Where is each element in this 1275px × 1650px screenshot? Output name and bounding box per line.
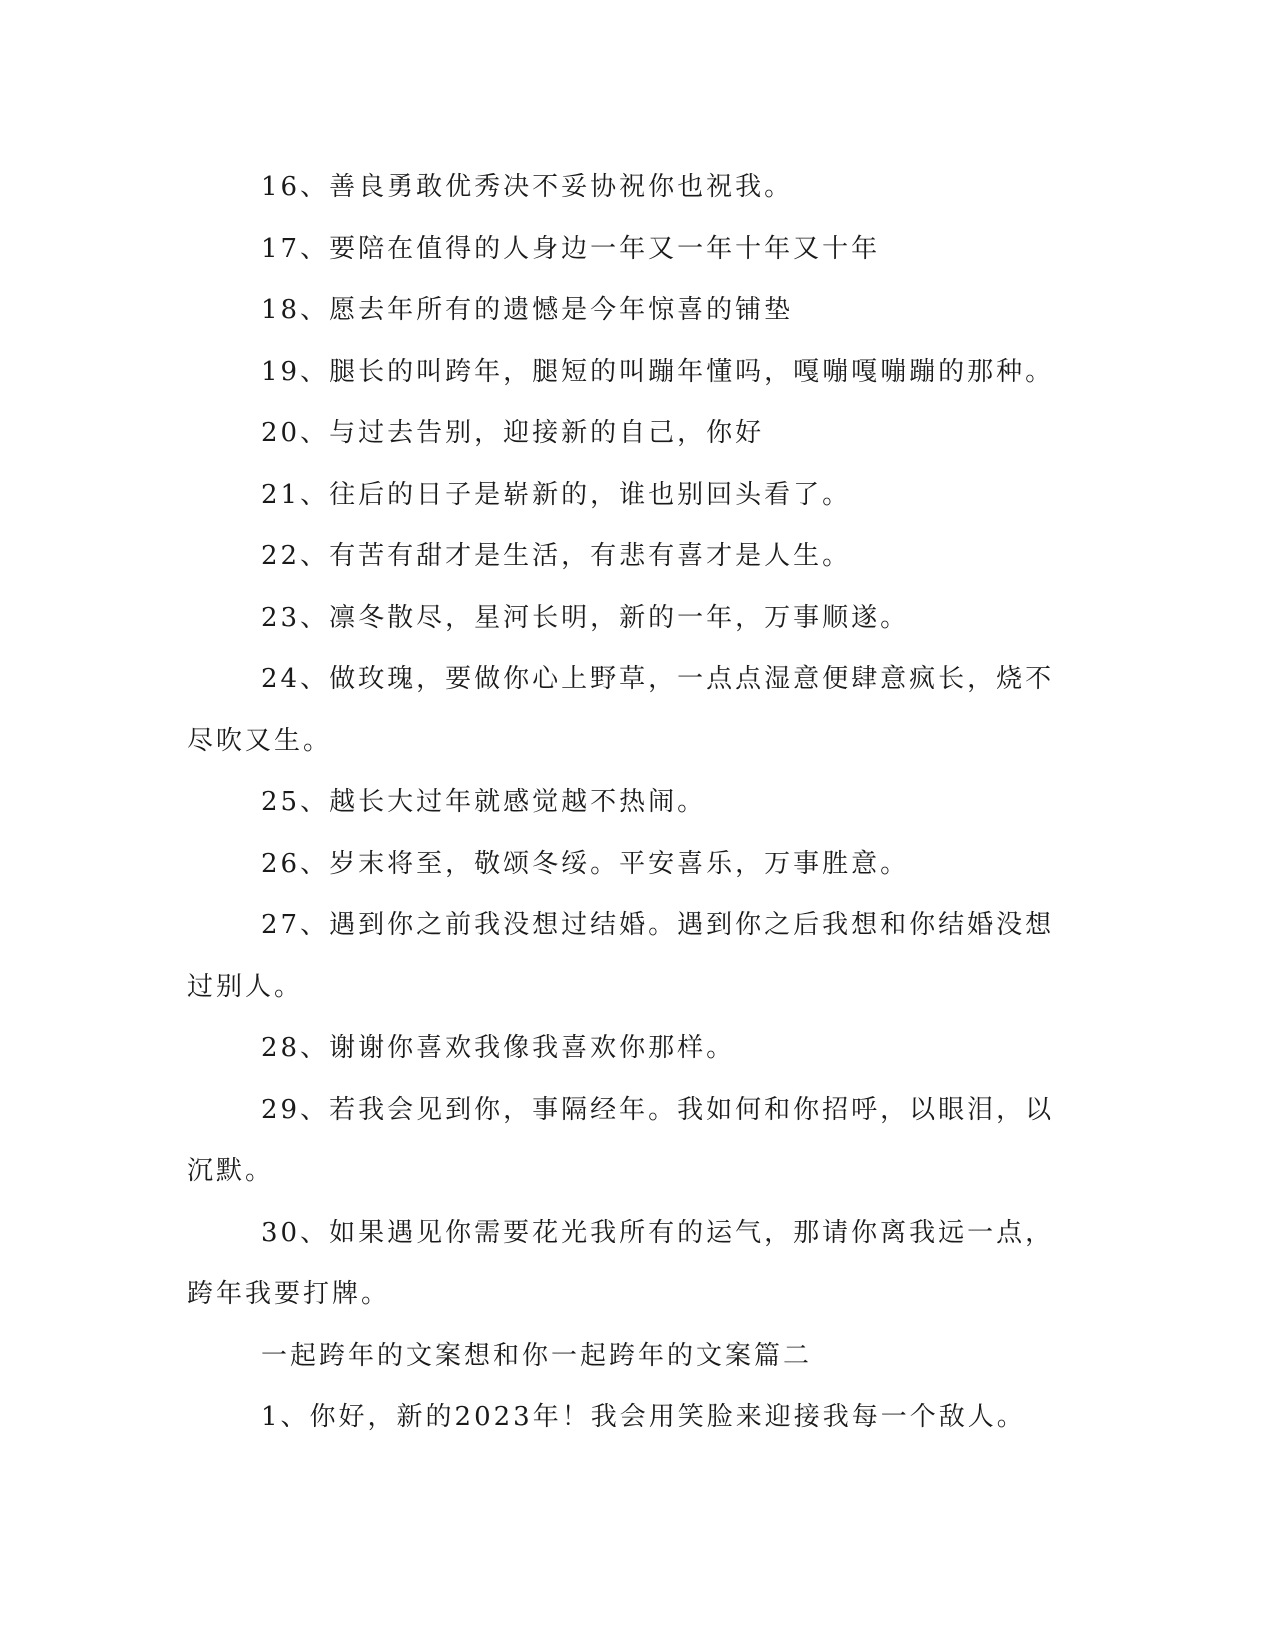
list-item: 19、腿长的叫跨年，腿短的叫蹦年懂吗，嘎嘣嘎嘣蹦的那种。	[261, 356, 1055, 387]
section-heading: 一起跨年的文案想和你一起跨年的文案篇二	[261, 1340, 813, 1371]
list-item: 1、你好，新的2023年！我会用笑脸来迎接我每一个敌人。	[261, 1402, 1026, 1432]
list-item: 16、善良勇敢优秀决不妥协祝你也祝我。	[261, 172, 794, 202]
list-item: 29、若我会见到你，事隔经年。我如何和你招呼，以眼泪，以沉默。	[187, 1094, 1055, 1186]
list-item: 26、岁末将至，敬颂冬绥。平安喜乐，万事胜意。	[261, 848, 910, 879]
list-item: 24、做玫瑰，要做你心上野草，一点点湿意便肆意疯长，烧不尽吹又生。	[187, 664, 1055, 756]
list-item: 17、要陪在值得的人身边一年又一年十年又十年	[261, 233, 881, 264]
list-item: 21、往后的日子是崭新的，谁也别回头看了。	[261, 479, 852, 510]
list-item: 20、与过去告别，迎接新的自己，你好	[261, 418, 765, 448]
list-item: 28、谢谢你喜欢我像我喜欢你那样。	[261, 1033, 736, 1063]
document-body	[187, 157, 1067, 1449]
list-item: 25、越长大过年就感觉越不热闹。	[261, 787, 707, 817]
list-item: 30、如果遇见你需要花光我所有的运气，那请你离我远一点，跨年我要打牌。	[187, 1217, 1055, 1309]
list-item: 27、遇到你之前我没想过结婚。遇到你之后我想和你结婚没想过别人。	[187, 910, 1055, 1002]
list-item: 23、凛冬散尽，星河长明，新的一年，万事顺遂。	[261, 602, 910, 633]
list-item: 18、愿去年所有的遗憾是今年惊喜的铺垫	[261, 295, 794, 325]
list-item: 22、有苦有甜才是生活，有悲有喜才是人生。	[261, 541, 852, 571]
